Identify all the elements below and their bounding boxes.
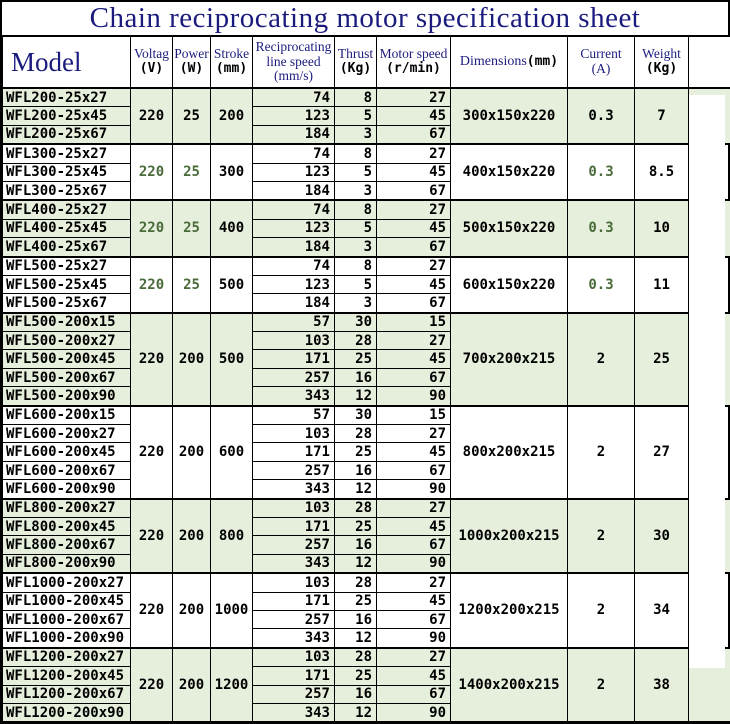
motor-speed-cell: 27 [377, 144, 451, 163]
thrust-cell: 28 [335, 573, 377, 592]
power-cell: 200 [173, 313, 211, 406]
col-header-voltage [131, 37, 173, 89]
voltage-cell: 220 [131, 257, 173, 313]
stroke-cell: 200 [211, 88, 253, 144]
model-cell: WFL1200-200x67 [3, 685, 131, 703]
motor-speed-cell: 27 [377, 499, 451, 518]
line-speed-cell: 74 [253, 144, 335, 163]
stroke-header-unit: (mm) [216, 62, 247, 76]
weight-cell: 10 [635, 200, 689, 256]
thrust-cell: 16 [335, 461, 377, 479]
line-speed-cell: 123 [253, 219, 335, 237]
thrust-cell: 28 [335, 648, 377, 667]
model-cell: WFL1000-200x27 [3, 573, 131, 592]
power-cell: 200 [173, 499, 211, 574]
current-header-label: Current [580, 47, 621, 62]
current-header-unit: (A) [592, 62, 611, 77]
stroke-cell: 500 [211, 313, 253, 406]
motor-speed-cell: 67 [377, 181, 451, 200]
dimensions-cell: 700x200x215 [451, 313, 568, 406]
thrust-cell: 28 [335, 332, 377, 350]
empty-cell [689, 88, 730, 144]
col-header-weight [635, 37, 689, 89]
stroke-cell: 500 [211, 257, 253, 313]
header-row [3, 37, 730, 89]
col-header-dimensions [451, 37, 568, 89]
stroke-cell: 1000 [211, 573, 253, 648]
stroke-cell: 400 [211, 200, 253, 256]
motor-speed-cell: 90 [377, 629, 451, 648]
weight-header-unit: (Kg) [646, 62, 677, 76]
line-speed-cell: 343 [253, 387, 335, 406]
motor-speed-cell: 15 [377, 313, 451, 332]
motor-speed-cell: 45 [377, 517, 451, 535]
thrust-cell: 16 [335, 610, 377, 628]
model-cell: WFL500-200x15 [3, 313, 131, 332]
col-header-motor-speed [377, 37, 451, 89]
motor-speed-cell: 67 [377, 238, 451, 257]
model-cell: WFL1000-200x90 [3, 629, 131, 648]
line-speed-cell: 57 [253, 313, 335, 332]
line-speed-cell: 171 [253, 443, 335, 461]
empty-cell [689, 200, 730, 256]
model-cell: WFL600-200x45 [3, 443, 131, 461]
model-header-label: Model [3, 47, 130, 78]
motor-speed-cell: 27 [377, 425, 451, 443]
col-header-current [568, 37, 635, 89]
stroke-header-label: Stroke [214, 47, 249, 62]
model-cell: WFL1200-200x45 [3, 667, 131, 685]
motor-speed-cell: 67 [377, 125, 451, 144]
model-cell: WFL500-25x67 [3, 294, 131, 313]
voltage-cell: 220 [131, 88, 173, 144]
empty-cell [689, 406, 730, 499]
current-cell: 2 [568, 573, 635, 648]
weight-cell: 27 [635, 406, 689, 499]
thrust-cell: 12 [335, 480, 377, 499]
thrust-cell: 3 [335, 294, 377, 313]
motor-speed-cell: 90 [377, 554, 451, 573]
model-cell: WFL200-25x45 [3, 107, 131, 125]
table-row [3, 648, 730, 667]
line-speed-cell: 343 [253, 629, 335, 648]
empty-cell [689, 313, 730, 406]
col-header-empty [689, 37, 730, 89]
line-speed-cell: 103 [253, 425, 335, 443]
thrust-cell: 12 [335, 554, 377, 573]
power-cell: 200 [173, 406, 211, 499]
line-speed-cell: 123 [253, 275, 335, 293]
thrust-cell: 8 [335, 144, 377, 163]
weight-cell: 38 [635, 648, 689, 722]
thrust-cell: 5 [335, 163, 377, 181]
line-speed-cell: 171 [253, 350, 335, 368]
line-speed-cell: 103 [253, 648, 335, 667]
model-cell: WFL1000-200x67 [3, 610, 131, 628]
col-header-model [3, 37, 131, 89]
thrust-cell: 16 [335, 368, 377, 386]
line-speed-cell: 123 [253, 107, 335, 125]
power-cell: 25 [173, 257, 211, 313]
weight-cell: 8.5 [635, 144, 689, 200]
motor-speed-cell: 45 [377, 443, 451, 461]
power-cell: 200 [173, 648, 211, 722]
line-speed-cell: 257 [253, 461, 335, 479]
dimensions-header-label: Dimensions [460, 54, 527, 69]
current-cell: 2 [568, 499, 635, 574]
dimensions-cell: 500x150x220 [451, 200, 568, 256]
thrust-cell: 8 [335, 88, 377, 107]
power-header-unit: (W) [180, 62, 203, 76]
motor-speed-cell: 67 [377, 461, 451, 479]
current-cell: 0.3 [568, 144, 635, 200]
thrust-cell: 30 [335, 313, 377, 332]
dimensions-cell: 1200x200x215 [451, 573, 568, 648]
table-row [3, 200, 730, 219]
thrust-cell: 25 [335, 592, 377, 610]
line-speed-cell: 184 [253, 181, 335, 200]
motor-speed-cell: 45 [377, 592, 451, 610]
thrust-cell: 16 [335, 685, 377, 703]
table-row [3, 257, 730, 276]
motor-speed-cell: 27 [377, 257, 451, 276]
line-speed-cell: 257 [253, 685, 335, 703]
stroke-cell: 800 [211, 499, 253, 574]
table-row [3, 406, 730, 425]
motor-speed-cell: 67 [377, 685, 451, 703]
voltage-cell: 220 [131, 648, 173, 722]
model-cell: WFL200-25x67 [3, 125, 131, 144]
line-speed-cell: 257 [253, 368, 335, 386]
line-speed-cell: 343 [253, 480, 335, 499]
table-row [3, 499, 730, 518]
motor-speed-cell: 27 [377, 200, 451, 219]
thrust-cell: 25 [335, 517, 377, 535]
model-cell: WFL400-25x67 [3, 238, 131, 257]
motor-speed-cell: 45 [377, 163, 451, 181]
empty-cell [689, 499, 730, 574]
motor-speed-cell: 45 [377, 107, 451, 125]
model-cell: WFL400-25x45 [3, 219, 131, 237]
model-cell: WFL500-25x45 [3, 275, 131, 293]
thrust-header-label: Thrust [338, 47, 373, 62]
motor-speed-cell: 27 [377, 88, 451, 107]
empty-cell [689, 257, 730, 313]
motor-speed-cell: 45 [377, 219, 451, 237]
voltage-cell: 220 [131, 200, 173, 256]
motor-speed-cell: 67 [377, 610, 451, 628]
dimensions-cell: 600x150x220 [451, 257, 568, 313]
col-header-line-speed [253, 37, 335, 89]
table-row [3, 313, 730, 332]
empty-cell [689, 144, 730, 200]
motor-speed-cell: 90 [377, 387, 451, 406]
motor-speed-cell: 67 [377, 294, 451, 313]
empty-cell [689, 648, 730, 722]
dimensions-header-unit: (mm) [527, 55, 558, 69]
line-speed-cell: 74 [253, 88, 335, 107]
model-cell: WFL1200-200x27 [3, 648, 131, 667]
voltage-cell: 220 [131, 499, 173, 574]
thrust-cell: 12 [335, 703, 377, 721]
motor-speed-cell: 15 [377, 406, 451, 425]
thrust-header-unit: (Kg) [340, 62, 371, 76]
current-cell: 0.3 [568, 200, 635, 256]
thrust-cell: 16 [335, 536, 377, 554]
model-cell: WFL1000-200x45 [3, 592, 131, 610]
line-speed-cell: 74 [253, 200, 335, 219]
dimensions-cell: 400x150x220 [451, 144, 568, 200]
motor-speed-cell: 90 [377, 703, 451, 721]
table-row [3, 144, 730, 163]
power-cell: 25 [173, 88, 211, 144]
voltage-header-label: Voltag [134, 47, 169, 62]
spec-table-body [3, 88, 730, 722]
line-speed-cell: 184 [253, 238, 335, 257]
power-cell: 200 [173, 573, 211, 648]
model-cell: WFL400-25x27 [3, 200, 131, 219]
line-speed-cell: 57 [253, 406, 335, 425]
model-cell: WFL500-200x45 [3, 350, 131, 368]
thrust-cell: 25 [335, 443, 377, 461]
dimensions-cell: 300x150x220 [451, 88, 568, 144]
weight-header-label: Weight [642, 47, 681, 62]
line-speed-cell: 103 [253, 499, 335, 518]
voltage-cell: 220 [131, 144, 173, 200]
current-cell: 2 [568, 313, 635, 406]
motor-speed-cell: 67 [377, 368, 451, 386]
weight-cell: 34 [635, 573, 689, 648]
thrust-cell: 3 [335, 238, 377, 257]
power-cell: 25 [173, 200, 211, 256]
weight-cell: 7 [635, 88, 689, 144]
line-speed-cell: 184 [253, 294, 335, 313]
motor-speed-header-label: Motor speed [380, 47, 448, 62]
thrust-cell: 3 [335, 181, 377, 200]
dimensions-cell: 1400x200x215 [451, 648, 568, 722]
model-cell: WFL600-200x27 [3, 425, 131, 443]
voltage-cell: 220 [131, 406, 173, 499]
line-speed-cell: 171 [253, 667, 335, 685]
line-speed-cell: 103 [253, 573, 335, 592]
model-cell: WFL600-200x67 [3, 461, 131, 479]
line-speed-cell: 257 [253, 536, 335, 554]
thrust-cell: 8 [335, 257, 377, 276]
line-speed-header-unit: (mm/s) [274, 69, 313, 84]
motor-speed-cell: 67 [377, 536, 451, 554]
model-cell: WFL300-25x45 [3, 163, 131, 181]
thrust-cell: 28 [335, 499, 377, 518]
voltage-cell: 220 [131, 313, 173, 406]
thrust-cell: 25 [335, 350, 377, 368]
dimensions-cell: 1000x200x215 [451, 499, 568, 574]
current-cell: 0.3 [568, 257, 635, 313]
thrust-cell: 28 [335, 425, 377, 443]
col-header-thrust [335, 37, 377, 89]
model-cell: WFL800-200x67 [3, 536, 131, 554]
thrust-cell: 30 [335, 406, 377, 425]
motor-speed-cell: 27 [377, 648, 451, 667]
model-cell: WFL1200-200x90 [3, 703, 131, 721]
col-header-power [173, 37, 211, 89]
model-cell: WFL300-25x67 [3, 181, 131, 200]
motor-speed-cell: 45 [377, 275, 451, 293]
weight-cell: 30 [635, 499, 689, 574]
thrust-cell: 12 [335, 629, 377, 648]
thrust-cell: 5 [335, 275, 377, 293]
current-cell: 0.3 [568, 88, 635, 144]
current-cell: 2 [568, 648, 635, 722]
stroke-cell: 600 [211, 406, 253, 499]
model-cell: WFL500-200x27 [3, 332, 131, 350]
motor-speed-cell: 27 [377, 573, 451, 592]
dimensions-cell: 800x200x215 [451, 406, 568, 499]
line-speed-cell: 74 [253, 257, 335, 276]
weight-cell: 25 [635, 313, 689, 406]
table-row [3, 573, 730, 592]
model-cell: WFL500-200x67 [3, 368, 131, 386]
thrust-cell: 3 [335, 125, 377, 144]
model-cell: WFL600-200x15 [3, 406, 131, 425]
model-cell: WFL800-200x90 [3, 554, 131, 573]
thrust-cell: 5 [335, 219, 377, 237]
thrust-cell: 25 [335, 667, 377, 685]
voltage-header-unit: (V) [140, 62, 163, 76]
power-header-label: Power [174, 47, 209, 62]
line-speed-header-label: Reciprocating line speed [253, 40, 334, 70]
model-cell: WFL300-25x27 [3, 144, 131, 163]
thrust-cell: 8 [335, 200, 377, 219]
motor-speed-cell: 45 [377, 667, 451, 685]
model-cell: WFL500-25x27 [3, 257, 131, 276]
weight-cell: 11 [635, 257, 689, 313]
power-cell: 25 [173, 144, 211, 200]
motor-speed-cell: 27 [377, 332, 451, 350]
table-row [3, 88, 730, 107]
thrust-cell: 5 [335, 107, 377, 125]
spec-table [2, 36, 730, 722]
motor-speed-cell: 45 [377, 350, 451, 368]
col-header-stroke [211, 37, 253, 89]
model-cell: WFL800-200x45 [3, 517, 131, 535]
stroke-cell: 300 [211, 144, 253, 200]
page-title: Chain reciprocating motor specification sheet [2, 2, 728, 36]
line-speed-cell: 257 [253, 610, 335, 628]
model-cell: WFL500-200x90 [3, 387, 131, 406]
motor-speed-header-unit: (r/min) [386, 62, 441, 76]
line-speed-cell: 103 [253, 332, 335, 350]
stroke-cell: 1200 [211, 648, 253, 722]
model-cell: WFL200-25x27 [3, 88, 131, 107]
empty-cell [689, 573, 730, 648]
current-cell: 2 [568, 406, 635, 499]
model-cell: WFL800-200x27 [3, 499, 131, 518]
thrust-cell: 12 [335, 387, 377, 406]
model-cell: WFL600-200x90 [3, 480, 131, 499]
line-speed-cell: 171 [253, 517, 335, 535]
motor-speed-cell: 90 [377, 480, 451, 499]
line-speed-cell: 123 [253, 163, 335, 181]
line-speed-cell: 171 [253, 592, 335, 610]
voltage-cell: 220 [131, 573, 173, 648]
line-speed-cell: 343 [253, 554, 335, 573]
line-speed-cell: 343 [253, 703, 335, 721]
line-speed-cell: 184 [253, 125, 335, 144]
